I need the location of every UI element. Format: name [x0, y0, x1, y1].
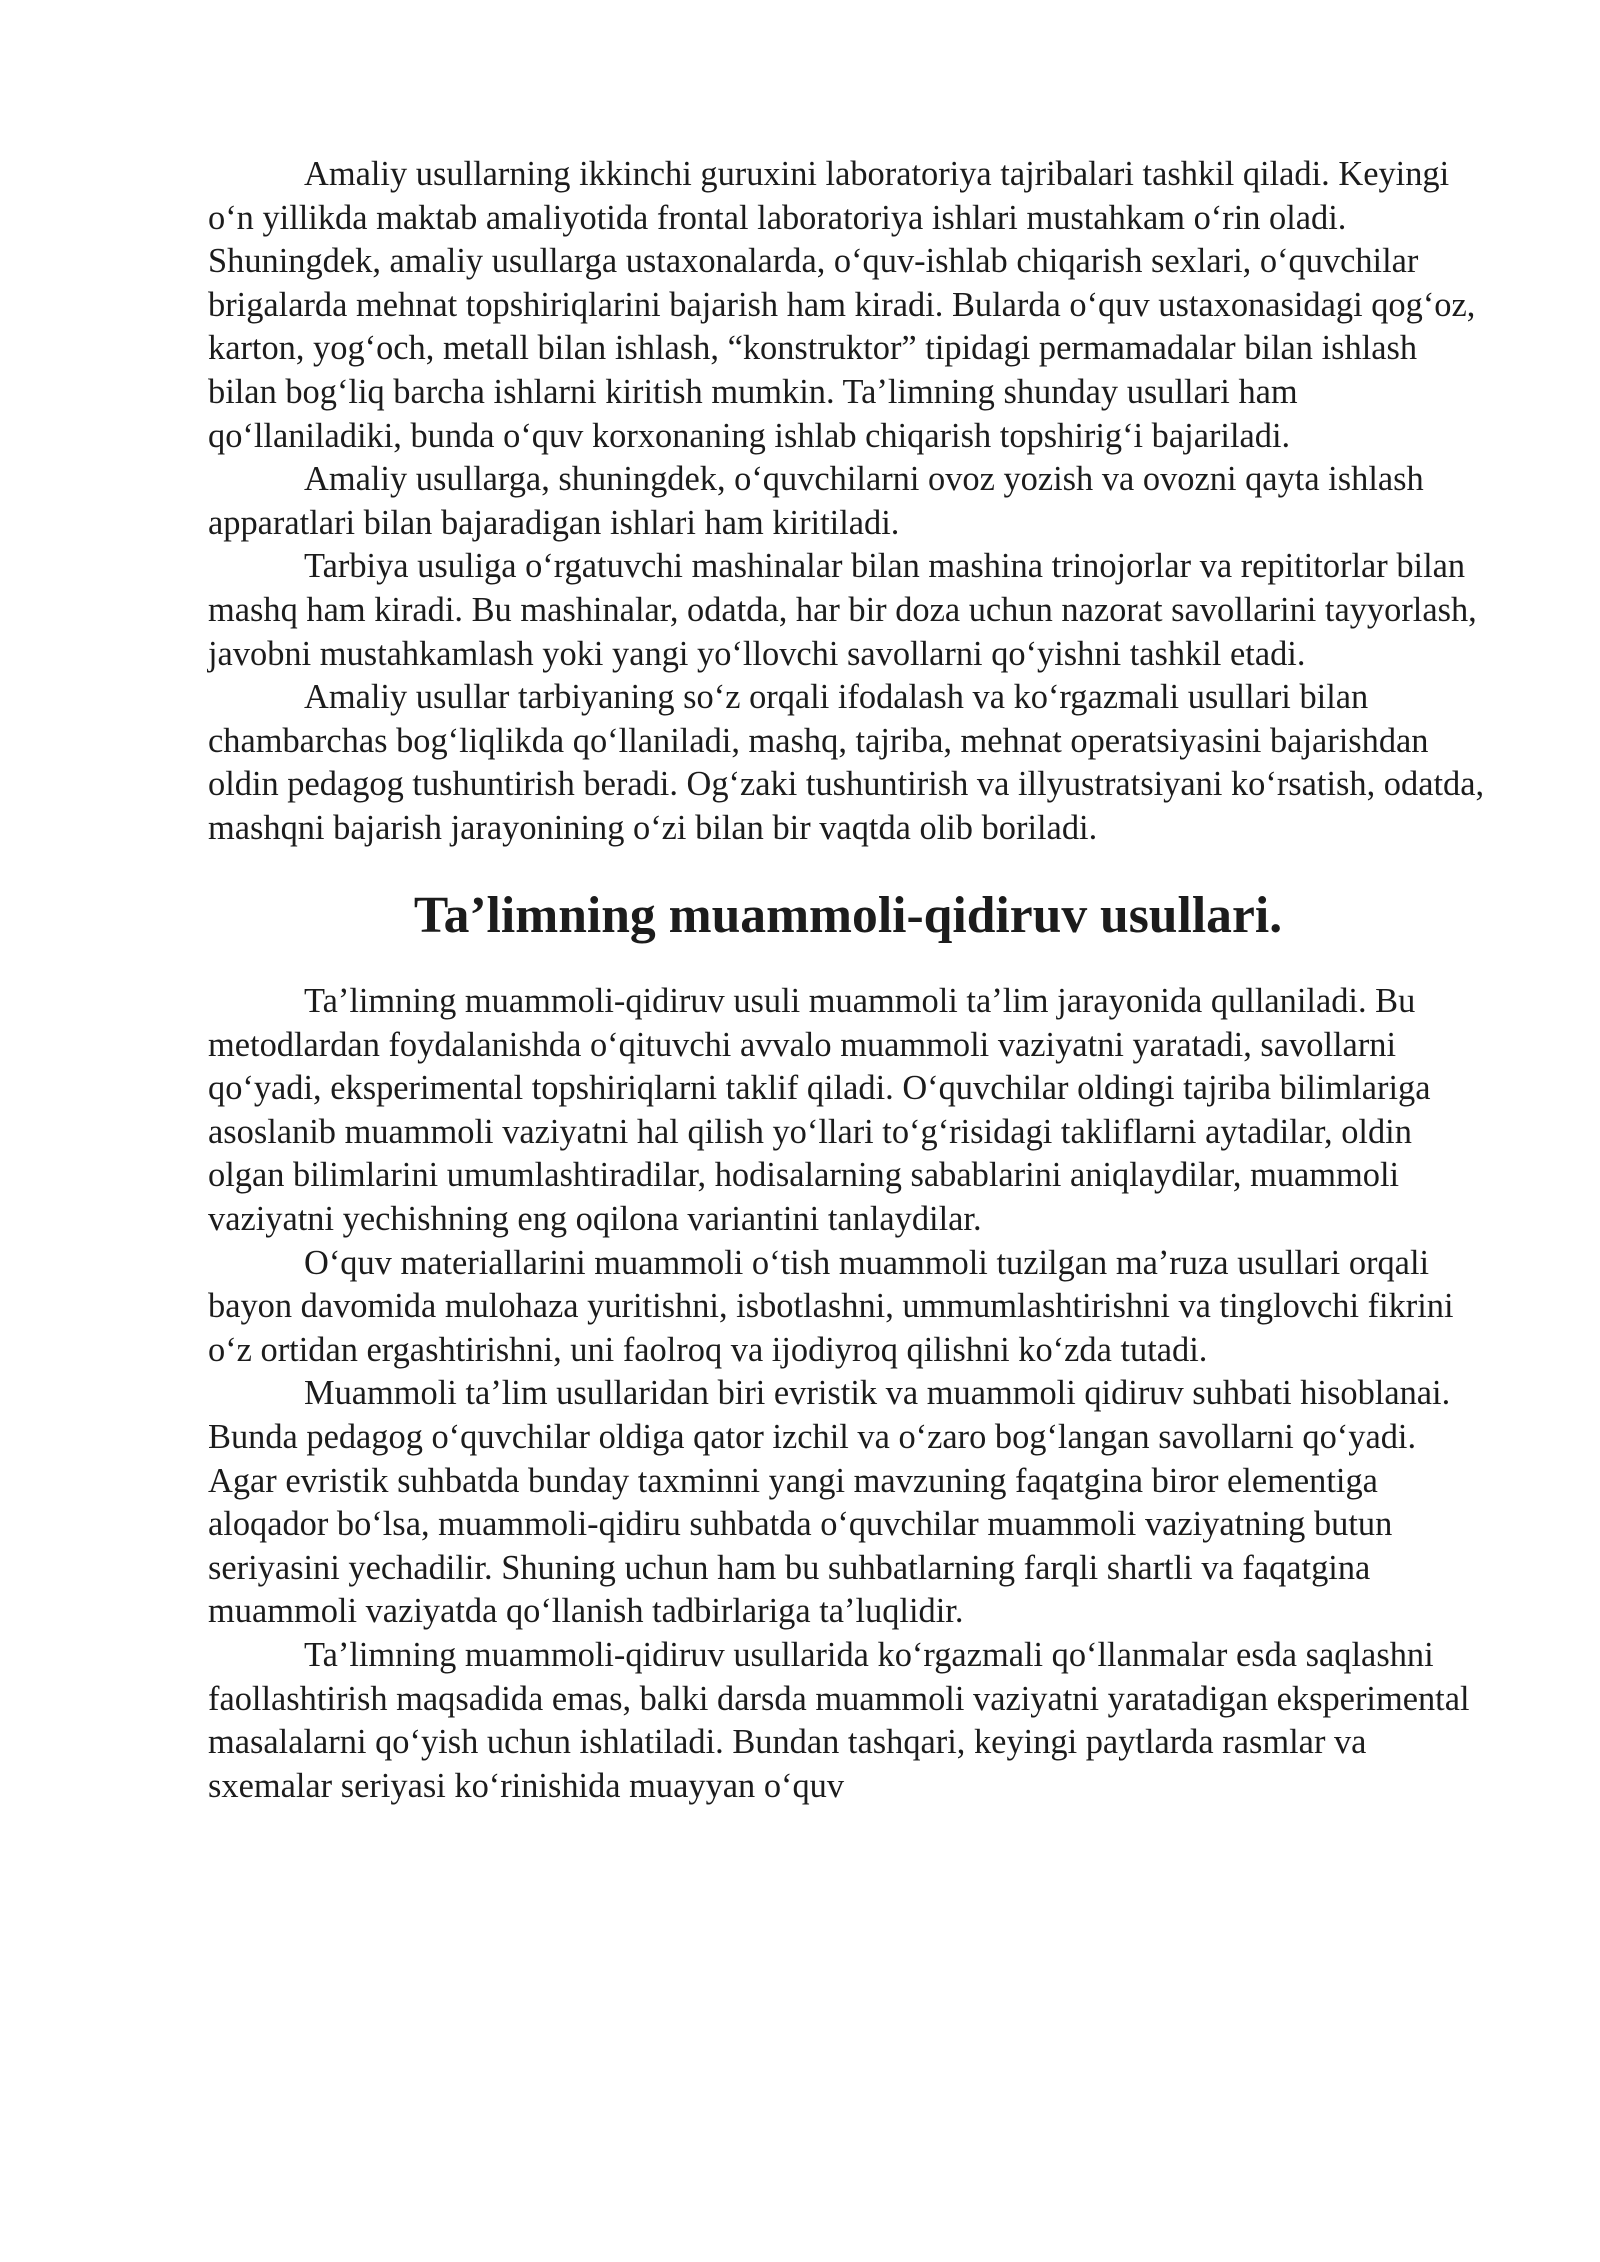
paragraph-heuristic-conversation: Muammoli taʼlim usullaridan biri evristik va muammoli qidiruv suhbati hisoblanai. Bunda pedagog oʻquvchilar oldiga qator izchil va oʻzaro bogʻlangan savollarni qoʻyadi. Agar evristik suhbatda bunday taxminni yangi mavzuning faqatgina biror elementiga aloqador boʻlsa, muammoli-qidiru suhbatda oʻquvchilar muammoli vaziyatning butun seriyasini yechadilir. Shuning uchun ham bu suhbatlarning farqli shartli va faqatgina muammoli vaziyatda qoʻllanish tadbirlariga taʼluqlidir.: [208, 1374, 1451, 1631]
paragraph-lab-experiments: Amaliy usullarning ikkinchi guruxini laboratoriya tajribalari tashkil qiladi. Keyingi oʻn yillikda maktab amaliyotida frontal laboratoriya ishlari mustahkam oʻrin oladi. Shuningdek, amaliy usullarga ustaxonalarda, oʻquv-ishlab chiqarish sexlari, oʻquvchilar brigalarda mehnat topshiriqlarini bajarish ham kiradi. Bularda oʻquv ustaxonasidagi qogʻoz, karton, yogʻoch, metall bilan ishlash, “konstruktor” tipidagi permamadalar bilan ishlash bilan bogʻliq barcha ishlarni kiritish mumkin. Taʼlimning shunday usullari ham qoʻllaniladiki, bunda oʻquv korxonaning ishlab chiqarish topshirigʻi bajariladi.: [208, 155, 1476, 455]
paragraph-visual-aids: Taʼlimning muammoli-qidiruv usullarida koʻrgazmali qoʻllanmalar esda saqlashni faollashtirish maqsadida emas, balki darsda muammoli vaziyatni yaratadigan eksperimental masalalarni qoʻyish uchun ishlatiladi. Bundan tashqari, keyingi paytlarda rasmlar va sxemalar seriyasi koʻrinishida muayyan oʻquv: [208, 1636, 1470, 1805]
paragraph-problem-search-method: Taʼlimning muammoli-qidiruv usuli muammoli taʼlim jarayonida qullaniladi. Bu metodlardan foydalanishda oʻqituvchi avvalo muammoli vaziyatni yaratadi, savollarni qoʻyadi, eksperimental topshiriqlarni taklif qiladi. Oʻquvchilar oldingi tajriba bilimlariga asoslanib muammoli vaziyatni hal qilish yoʻllari toʻgʻrisidagi takliflarni aytadilar, oldin olgan bilimlarini umumlashtiradilar, hodisalarning sabablarini aniqlaydilar, muammoli vaziyatni yechishning eng oqilona variantini tanlaydilar.: [208, 982, 1431, 1239]
section-heading: Taʼlimning muammoli-qidiruv usullari.: [413, 886, 1283, 944]
paragraph-sound-recording: Amaliy usullarga, shuningdek, oʻquvchilarni ovoz yozish va ovozni qayta ishlash apparatlari bilan bajaradigan ishlari ham kiritiladi.: [208, 460, 1424, 542]
paragraph-problem-lecture: Oʻquv materiallarini muammoli oʻtish muammoli tuzilgan maʼruza usullari orqali bayon davomida mulohaza yuritishni, isbotlashni, ummumlashtirishni va tinglovchi fikrini oʻz ortidan ergashtirishni, uni faolroq va ijodiyroq qilishni koʻzda tutadi.: [208, 1243, 1454, 1369]
document-body: [208, 153, 1488, 1808]
paragraph-practical-methods: Amaliy usullar tarbiyaning soʻz orqali ifodalash va koʻrgazmali usullari bilan chambarchas bogʻliqlikda qoʻllaniladi, mashq, tajriba, mehnat operatsiyasini bajarishdan oldin pedagog tushuntirish beradi. Ogʻzaki tushuntirish va illyustratsiyani koʻrsatish, odatda, mashqni bajarish jarayonining oʻzi bilan bir vaqtda olib boriladi.: [208, 678, 1485, 847]
paragraph-teaching-machines: Tarbiya usuliga oʻrgatuvchi mashinalar bilan mashina trinojorlar va repititorlar bilan mashq ham kiradi. Bu mashinalar, odatda, har bir doza uchun nazorat savollarini tayyorlash, javobni mustahkamlash yoki yangi yoʻllovchi savollarni qoʻyishni tashkil etadi.: [208, 547, 1477, 673]
